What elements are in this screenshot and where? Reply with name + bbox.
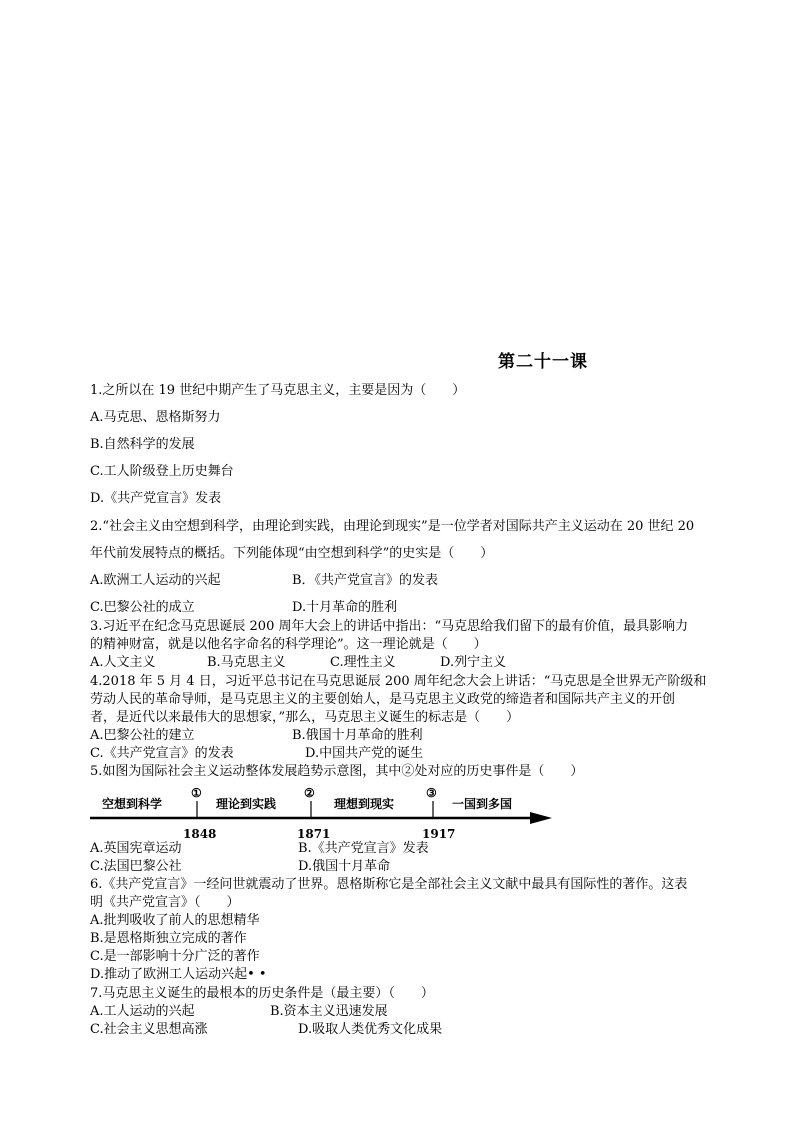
question-7-option-a: A.工人运动的兴起 xyxy=(90,1004,195,1019)
timeline-arrow-head xyxy=(530,812,552,824)
question-3-option-d: D.列宁主义 xyxy=(440,655,507,670)
question-1-option-c: C.工人阶级登上历史舞台 xyxy=(90,464,234,479)
question-4-stem-line-2: 劳动人民的革命导师，是马克思主义的主要创始人，是马克思主义政党的缔造者和国际共产主义的开创 xyxy=(90,692,676,707)
question-2-option-b: B．《共产党宣言》的发表 xyxy=(292,573,439,588)
question-4-option-d: D.中国共产党的诞生 xyxy=(305,746,424,761)
timeline-marker-3: ③ xyxy=(426,786,437,800)
question-2-stem-line-1: 2.“社会主义由空想到科学，由理论到实践，由理论到现实”是一位学者对国际共产主义运动在 20 世纪 20 xyxy=(90,519,695,534)
question-1-option-a: A.马克思、恩格斯努力 xyxy=(90,410,221,425)
question-7-stem: 7.马克思主义诞生的最根本的历史条件是（最主要）（ ） xyxy=(90,986,434,1001)
question-1-stem: 1.之所以在 19 世纪中期产生了马克思主义，主要是因为（ ） xyxy=(90,383,466,398)
timeline-marker-1: ① xyxy=(191,786,202,800)
question-3-stem-line-2: 的精神财富，就是以他名字命名的科学理论”。这一理论就是（ ） xyxy=(90,637,487,652)
question-2-stem-line-2: 年代前发展特点的概括。下列能体现“由空想到科学”的史实是（ ） xyxy=(90,546,494,561)
question-2-option-a: A.欧洲工人运动的兴起 xyxy=(90,573,221,588)
question-5-stem: 5.如图为国际社会主义运动整体发展趋势示意图，其中②处对应的历史事件是（ ） xyxy=(90,764,584,779)
timeline-segment-4: 一国到多国 xyxy=(452,797,513,811)
question-3-option-c: C.理性主义 xyxy=(330,655,396,670)
timeline-year-1: 1848 xyxy=(183,827,217,841)
question-4-option-c: C.《共产党宣言》的发表 xyxy=(90,746,234,761)
question-5-option-c: C.法国巴黎公社 xyxy=(90,859,182,874)
timeline-segment-3: 理想到现实 xyxy=(334,797,395,811)
page-title: 第二十一课 xyxy=(498,352,588,372)
timeline-diagram xyxy=(90,783,560,843)
question-6-option-d: D.推动了欧洲工人运动兴起• • xyxy=(90,967,267,982)
question-6-option-b: B.是恩格斯独立完成的著作 xyxy=(90,931,247,946)
question-6-option-c: C.是一部影响十分广泛的著作 xyxy=(90,949,260,964)
question-2-option-d: D.十月革命的胜利 xyxy=(292,600,398,615)
question-2-option-c: C.巴黎公社的成立 xyxy=(90,600,195,615)
question-7-option-b: B.资本主义迅速发展 xyxy=(270,1004,388,1019)
question-4-option-b: B.俄国十月革命的胜利 xyxy=(292,728,423,743)
timeline-year-3: 1917 xyxy=(422,827,456,841)
question-3-stem-line-1: 3.习近平在纪念马克思诞辰 200 周年大会上的讲话中指出：“马克思给我们留下的最有价值，最具影响力 xyxy=(90,619,689,634)
question-4-stem-line-1: 4.2018 年 5 月 4 日，习近平总书记在马克思诞辰 200 周年纪念大会上讲话：“马克思是全世界无产阶级和 xyxy=(90,674,707,689)
question-1-option-d: D.《共产党宣言》发表 xyxy=(90,491,222,506)
question-6-stem-line-2: 明《共产党宣言》（ ） xyxy=(90,895,240,910)
question-6-stem-line-1: 6.《共产党宣言》一经问世就震动了世界。恩格斯称它是全部社会主义文献中最具有国际性的著作。这表 xyxy=(90,877,688,892)
timeline-segment-2: 理论到实践 xyxy=(216,797,277,811)
question-4-option-a: A.巴黎公社的建立 xyxy=(90,728,195,743)
question-7-option-c: C.社会主义思想高涨 xyxy=(90,1022,208,1037)
question-5-option-a: A.英国宪章运动 xyxy=(90,841,182,856)
question-4-stem-line-3: 者，是近代以来最伟大的思想家，”那么，马克思主义诞生的标志是（ ） xyxy=(90,710,520,725)
question-5-option-d: D.俄国十月革命 xyxy=(298,859,391,874)
timeline-marker-2: ② xyxy=(304,786,315,800)
timeline-segment-1: 空想到科学 xyxy=(102,797,163,811)
question-5-option-b: B.《共产党宣言》发表 xyxy=(298,841,429,856)
timeline-year-2: 1871 xyxy=(297,827,331,841)
question-1-option-b: B.自然科学的发展 xyxy=(90,437,195,452)
question-3-option-a: A.人文主义 xyxy=(90,655,156,670)
question-6-option-a: A.批判吸收了前人的思想精华 xyxy=(90,913,260,928)
question-3-option-b: B.马克思主义 xyxy=(207,655,286,670)
question-7-option-d: D.吸取人类优秀文化成果 xyxy=(298,1022,443,1037)
